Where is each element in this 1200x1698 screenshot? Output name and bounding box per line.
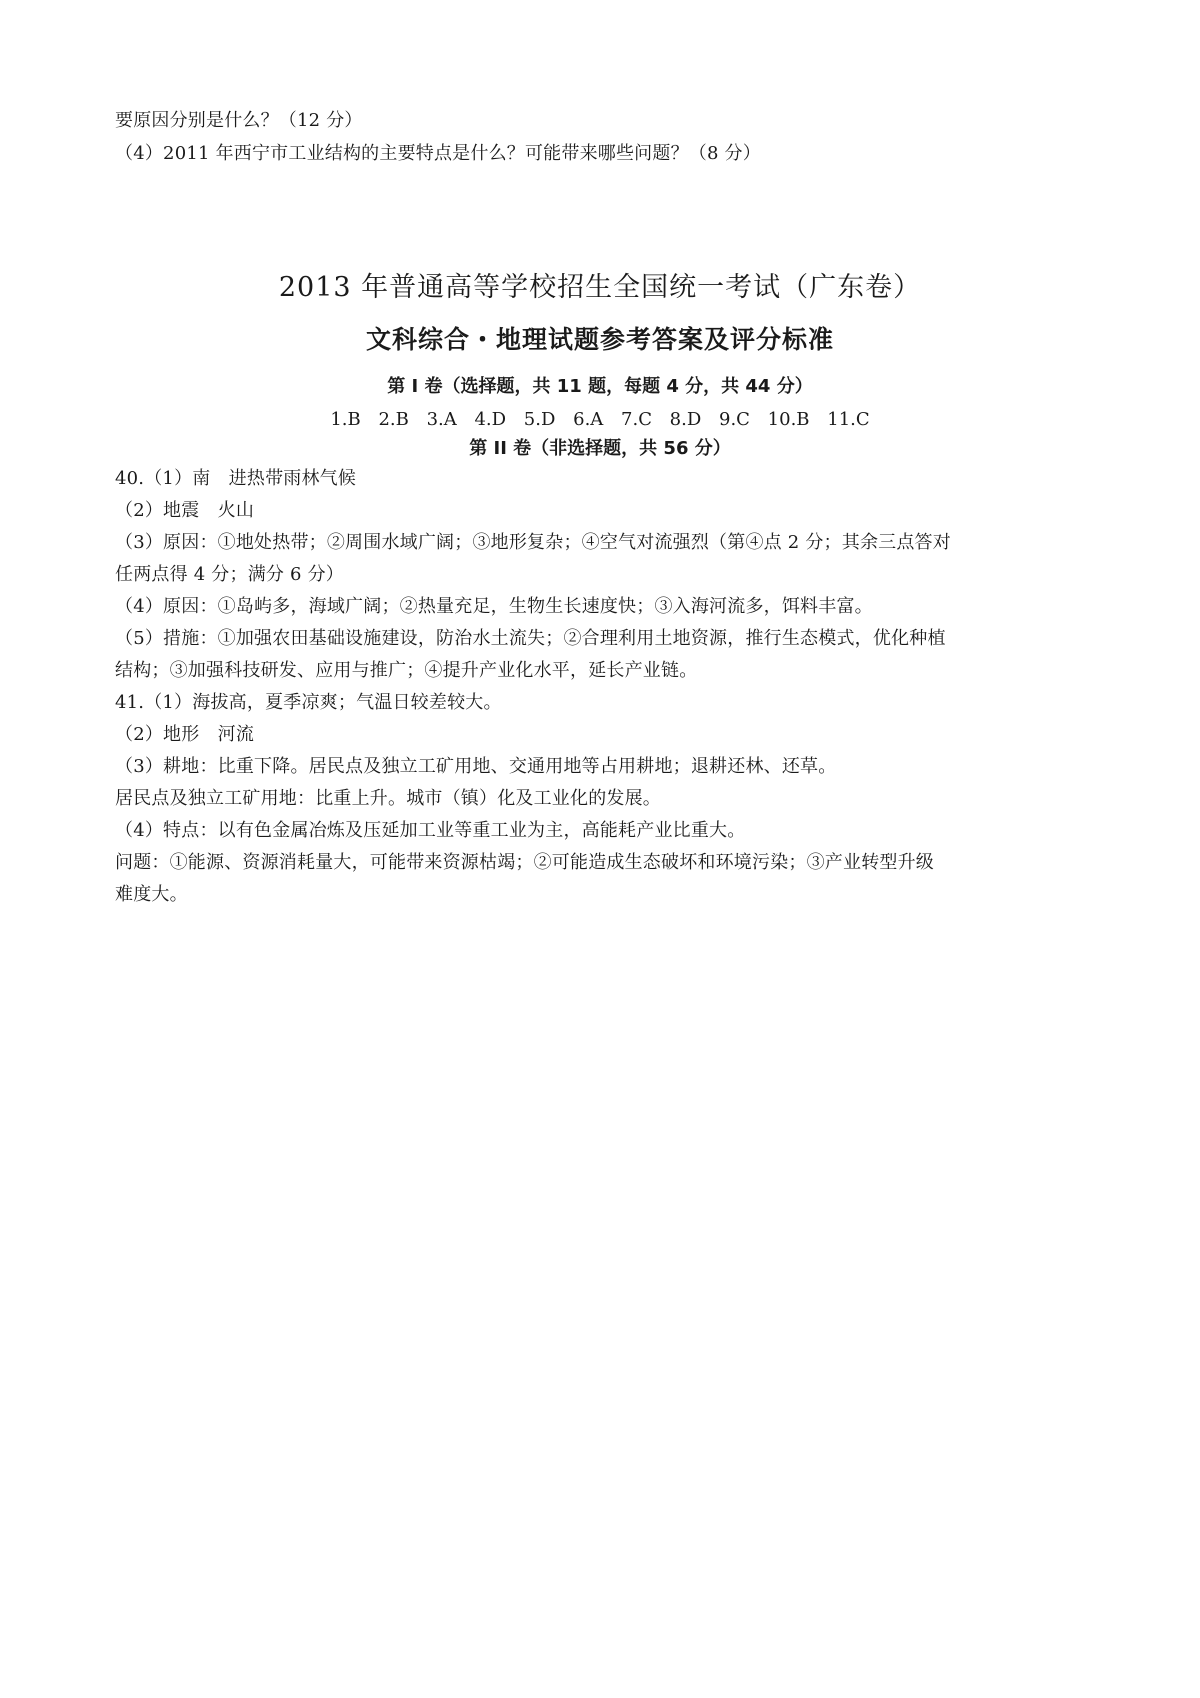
part1-heading: 第 I 卷（选择题，共 11 题，每题 4 分，共 44 分） [387, 376, 813, 397]
q41-answer-4-line-1: （4）特点：以有色金属冶炼及压延加工业等重工业为主，高能耗产业比重大。 [115, 820, 746, 841]
q41-answer-3-line-1: （3）耕地：比重下降。居民点及独立工矿用地、交通用地等占用耕地；退耕还林、还草。 [115, 756, 837, 777]
q41-answer-1: 41.（1）海拔高，夏季凉爽；气温日较差较大。 [115, 692, 502, 713]
q41-answer-4-line-3: 难度大。 [115, 884, 188, 905]
q40-answer-4: （4）原因：①岛屿多，海域广阔；②热量充足，生物生长速度快；③入海河流多，饵料丰富。 [115, 596, 873, 617]
q41-answer-4-line-2: 问题：①能源、资源消耗量大，可能带来资源枯竭；②可能造成生态破坏和环境污染；③产业转型升级 [115, 852, 934, 873]
prev-question-line-2: （4）2011 年西宁市工业结构的主要特点是什么？可能带来哪些问题？（8 分） [115, 143, 761, 164]
q41-answer-3-line-2: 居民点及独立工矿用地：比重上升。城市（镇）化及工业化的发展。 [115, 788, 661, 809]
document-subtitle: 文科综合・地理试题参考答案及评分标准 [365, 325, 834, 354]
part1-answers: 1.B 2.B 3.A 4.D 5.D 6.A 7.C 8.D 9.C 10.B 11.C [330, 409, 870, 430]
prev-question-line-1: 要原因分别是什么？（12 分） [115, 110, 363, 131]
q40-answer-1: 40.（1）南 进热带雨林气候 [115, 468, 357, 489]
q40-answer-3-line-1: （3）原因：①地处热带；②周围水域广阔；③地形复杂；④空气对流强烈（第④点 2 分；其余三点答对 [115, 532, 951, 553]
q40-answer-5-line-2: 结构；③加强科技研发、应用与推广；④提升产业化水平，延长产业链。 [115, 660, 698, 681]
q40-answer-2: （2）地震 火山 [115, 500, 255, 521]
part2-heading: 第 II 卷（非选择题，共 56 分） [469, 438, 731, 459]
q40-answer-5-line-1: （5）措施：①加强农田基础设施建设，防治水土流失；②合理利用土地资源，推行生态模式，优化种植 [115, 628, 946, 649]
q40-answer-3-line-2: 任两点得 4 分；满分 6 分） [115, 564, 344, 585]
q41-answer-2: （2）地形 河流 [115, 724, 255, 745]
document-title: 2013 年普通高等学校招生全国统一考试（广东卷） [278, 272, 922, 303]
